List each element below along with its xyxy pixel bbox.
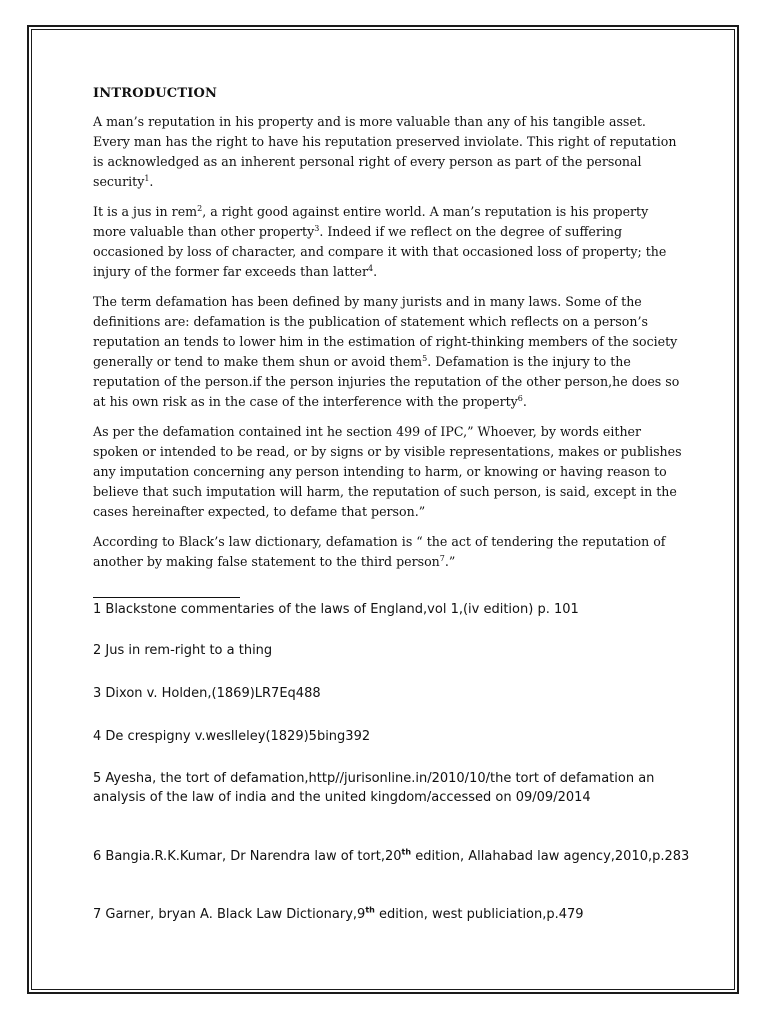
section-heading: INTRODUCTION <box>93 86 218 101</box>
footnote-6 <box>93 847 693 866</box>
footnote-ref-7: 7 <box>439 553 445 563</box>
paragraph-4: As per the defamation contained int he section 499 of IPC,” Whoever, by words either spoken or intended to be read, or by signs or by visible representations, makes or publishes any imputation concerning any person intending to harm, or knowing or having reason to believe that such imputation will harm, the reputation of such person, is said, except in the cases hereinafter expected, to defame that person.” <box>93 424 682 519</box>
footnote-6-sup: th <box>401 847 412 857</box>
footnote-7-sup: th <box>365 905 375 915</box>
footnote-ref-3: 3 <box>314 223 320 233</box>
paragraph-1: A man’s reputation in his property and is more valuable than any of his tangible asset. Every man has the right to have his reputation preserved inviolate. This right of reputation is acknowledged as an inherent personal right of every person as part of the personal security$^1$. <box>93 114 677 189</box>
paragraph-2-text-a: It is a jus in rem <box>93 204 198 219</box>
footnote-ref-5: 5 <box>422 353 428 363</box>
document-body <box>93 86 683 582</box>
footnote-5: 5 Ayesha, the tort of defamation,http//jurisonline.in/2010/10/the tort of defamation an analysis of the law of india and the united kingdom/accessed on 09/09/2014 <box>93 771 655 805</box>
footnote-ref-2: 2 <box>197 203 203 213</box>
paragraph-2-text-c: . Indeed if we reflect on the degree of suffering occasioned by loss of character, and compare it with that occasioned loss of property; the injury of the former far exceeds than latter <box>93 224 667 279</box>
paragraph-1-text: A man’s reputation in his property and is more valuable than any of his tangible asset. Every man has the right to have his reputation preserved inviolate. This right of reputation is acknowledged as an inherent personal right of every person as part of the personal security <box>93 114 677 189</box>
footnote-1: 1 Blackstone commentaries of the laws of England,vol 1,(iv edition) p. 101 <box>93 602 579 617</box>
paragraph-3: The term defamation has been defined by many jurists and in many laws. Some of the definitions are: defamation is the publication of statement which reflects on a person’s reputation an tends to lower him in the estimation of right-thinking members of the society generally or tend to make them shun or avoid them$^5$. Defamation is the injury to the reputation of the person.if the person injuries the reputation of the other person,he does so at his own risk as in the case of the interference with the property$^6$. <box>93 294 680 409</box>
footnote-6-text-a: 6 Bangia.R.K.Kumar, Dr Narendra law of tort,20 <box>93 849 402 864</box>
paragraph-3-text-a: The term defamation has been defined by many jurists and in many laws. Some of the definitions are: defamation is the publication of statement which reflects on a person’s reputation an tends to lower him in the estimation of right-thinking members of the society generally or tend to make them shun or avoid them <box>93 294 678 369</box>
footnote-2: 2 Jus in rem-right to a thing <box>93 643 273 658</box>
footnote-7-text-b: edition, west publiciation,p.479 <box>374 907 584 922</box>
paragraph-5 <box>93 532 683 572</box>
footnote-ref-6: 6 <box>517 393 523 403</box>
paragraph-2: It is a jus in rem$^2$, a right good against entire world. A man’s reputation is his property more valuable than other property$^3$. Indeed if we reflect on the degree of suffering occasioned by loss of character, and compare it with that occasioned loss of property; the injury of the former far exceeds than latter$^4$. <box>93 203 667 279</box>
footnote-6-text-b: edition, Allahabad law agency,2010,p.283 <box>411 849 690 864</box>
footnote-7 <box>93 905 693 924</box>
footnote-ref-4: 4 <box>368 263 374 273</box>
footnote-ref-1: 1 <box>144 173 150 183</box>
paragraph-5-text: According to Black’s law dictionary, defamation is “ the act of tendering the reputation of another by making false statement to the third person <box>93 534 666 569</box>
paragraph-5-end: .” <box>444 554 456 569</box>
paragraph-3-text-b: . Defamation is the injury to the reputation of the person.if the person injuries the reputation of the other person,he does so at his own risk as in the case of the interference with the property <box>93 354 680 409</box>
paragraph-2-text-b: , a right good against entire world. A man’s reputation is his property more valuable than other property <box>93 204 649 239</box>
footnote-separator <box>93 597 240 598</box>
footnote-3: 3 Dixon v. Holden,(1869)LR7Eq488 <box>93 686 321 701</box>
footnote-7-text-a: 7 Garner, bryan A. Black Law Dictionary,9 <box>93 907 366 922</box>
footnote-4: 4 De crespigny v.weslleley(1829)5bing392 <box>93 729 371 744</box>
